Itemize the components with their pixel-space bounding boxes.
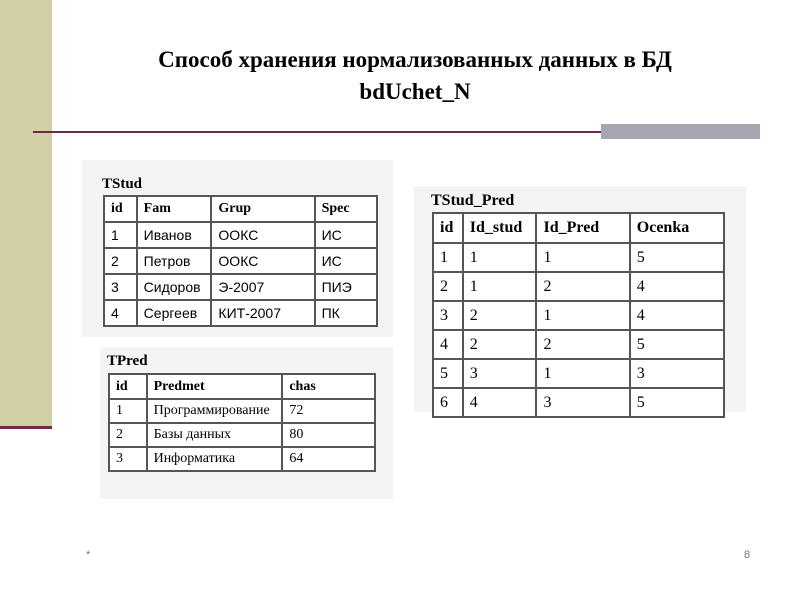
table-cell: 3	[104, 274, 137, 300]
table-cell: 1	[536, 359, 629, 388]
table-cell: 4	[630, 272, 724, 301]
table-row	[433, 359, 724, 388]
table-cell: 1	[109, 399, 147, 423]
tstud-column-header: id	[104, 196, 137, 222]
table-cell: 5	[433, 359, 463, 388]
table-row	[104, 222, 377, 248]
table-cell: Базы данных	[147, 423, 283, 447]
tstud-pred-table-name: TStud_Pred	[431, 192, 515, 209]
tstud-pred-column-header: Id_stud	[463, 213, 537, 243]
table-cell: Иванов	[137, 222, 212, 248]
table-cell: 3	[109, 447, 147, 471]
table-row	[433, 301, 724, 330]
table-cell: 1	[463, 243, 537, 272]
tstud-table	[103, 195, 378, 327]
table-cell: 2	[463, 330, 537, 359]
table-cell: 4	[463, 388, 537, 417]
table-cell: 1	[463, 272, 537, 301]
table-cell: Сидоров	[137, 274, 212, 300]
table-cell: 3	[630, 359, 724, 388]
table-cell: ООКС	[211, 248, 314, 274]
tstud-panel	[82, 160, 393, 337]
table-cell: 80	[282, 423, 375, 447]
tpred-table	[108, 373, 376, 472]
table-cell: 2	[104, 248, 137, 274]
table-cell: 5	[630, 388, 724, 417]
footer-marker: *	[86, 549, 91, 561]
table-row	[104, 300, 377, 326]
tpred-column-header: Predmet	[147, 374, 283, 399]
table-row	[433, 243, 724, 272]
table-cell: 4	[433, 330, 463, 359]
table-cell: 2	[463, 301, 537, 330]
title-rule-block	[601, 124, 760, 139]
tpred-column-header: id	[109, 374, 147, 399]
table-cell: 1	[536, 301, 629, 330]
tstud-column-header: Grup	[211, 196, 314, 222]
tstud-pred-column-header: Ocenka	[630, 213, 724, 243]
table-row	[104, 274, 377, 300]
tstud-pred-table	[432, 212, 725, 418]
tstud-column-header: Fam	[137, 196, 212, 222]
table-cell: Э-2007	[211, 274, 314, 300]
table-cell: КИТ-2007	[211, 300, 314, 326]
tstud-pred-panel	[414, 186, 746, 412]
table-cell: Программирование	[147, 399, 283, 423]
table-row	[104, 248, 377, 274]
decorative-left-bar	[0, 0, 52, 428]
slide-title	[60, 44, 770, 108]
table-cell: ПК	[315, 300, 377, 326]
table-cell: ПИЭ	[315, 274, 377, 300]
tpred-table-name: TPred	[107, 353, 148, 369]
table-row	[109, 399, 375, 423]
tstud-pred-column-header: Id_Pred	[536, 213, 629, 243]
table-cell: 2	[109, 423, 147, 447]
slide-title-line-2: bdUchet_N	[359, 79, 471, 104]
table-cell: ИС	[315, 222, 377, 248]
tstud-pred-column-header: id	[433, 213, 463, 243]
table-cell: 3	[536, 388, 629, 417]
table-cell: 5	[630, 330, 724, 359]
table-cell: 3	[463, 359, 537, 388]
table-cell: 2	[536, 330, 629, 359]
table-cell: 64	[282, 447, 375, 471]
table-cell: 1	[104, 222, 137, 248]
table-cell: 2	[536, 272, 629, 301]
table-cell: 4	[104, 300, 137, 326]
table-cell: Информатика	[147, 447, 283, 471]
table-cell: 72	[282, 399, 375, 423]
table-row	[433, 272, 724, 301]
tpred-column-header: chas	[282, 374, 375, 399]
decorative-left-bar-edge	[0, 426, 52, 429]
table-cell: ООКС	[211, 222, 314, 248]
table-row	[109, 447, 375, 471]
tstud-table-name: TStud	[102, 176, 143, 192]
table-row	[433, 388, 724, 417]
table-cell: 3	[433, 301, 463, 330]
table-cell: 5	[630, 243, 724, 272]
table-cell: 2	[433, 272, 463, 301]
table-cell: 1	[536, 243, 629, 272]
table-cell: Сергеев	[137, 300, 212, 326]
table-cell: Петров	[137, 248, 212, 274]
table-cell: 1	[433, 243, 463, 272]
tstud-column-header: Spec	[315, 196, 377, 222]
table-row	[433, 330, 724, 359]
tpred-panel	[100, 347, 393, 499]
table-cell: ИС	[315, 248, 377, 274]
table-cell: 6	[433, 388, 463, 417]
slide-number: 8	[744, 549, 751, 561]
slide-title-line-1: Способ хранения нормализованных данных в БД	[158, 47, 672, 72]
table-cell: 4	[630, 301, 724, 330]
table-row	[109, 423, 375, 447]
